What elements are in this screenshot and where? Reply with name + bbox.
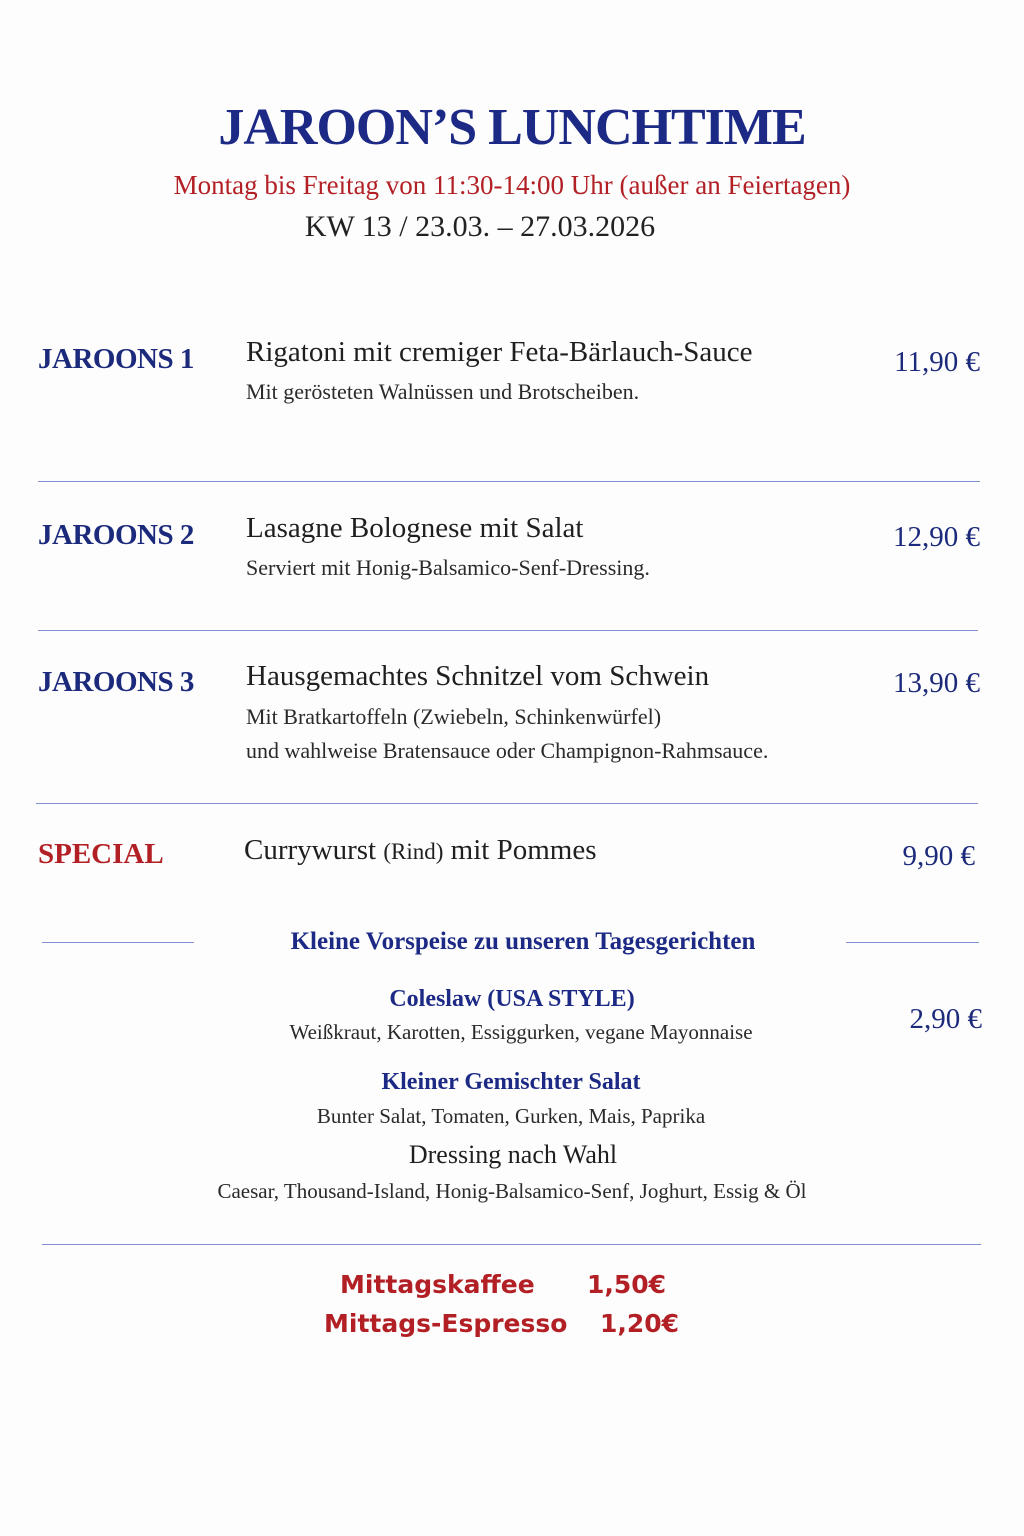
- item-price-2: 12,90 €: [893, 521, 980, 553]
- item-desc-3a: Mit Bratkartoffeln (Zwiebeln, Schinkenwürfel): [246, 704, 662, 729]
- special-name: [244, 834, 597, 867]
- item-desc-1: Mit gerösteten Walnüssen und Brotscheiben.: [246, 379, 640, 404]
- coffee-price-2: 1,20€: [600, 1309, 680, 1338]
- special-label: SPECIAL: [38, 838, 164, 870]
- item-name-2: Lasagne Bolognese mit Salat: [246, 512, 584, 544]
- item-name-3: Hausgemachtes Schnitzel vom Schwein: [246, 660, 710, 692]
- opening-hours: Montag bis Freitag von 11:30-14:00 Uhr (außer an Feiertagen): [173, 170, 851, 200]
- divider: [42, 1244, 981, 1245]
- special-price: 9,90 €: [902, 840, 975, 872]
- salad-desc: Bunter Salat, Tomaten, Gurken, Mais, Paprika: [316, 1104, 706, 1128]
- coffee-name-1: Mittagskaffee: [340, 1270, 535, 1299]
- item-desc-3b: und wahlweise Bratensauce oder Champignon-Rahmsauce.: [246, 738, 769, 763]
- divider: [38, 630, 978, 631]
- calendar-week: KW 13 / 23.03. – 27.03.2026: [304, 210, 656, 243]
- salad-name: Kleiner Gemischter Salat: [381, 1069, 641, 1095]
- item-label-1: JAROONS 1: [38, 343, 194, 375]
- starters-price: 2,90 €: [909, 1003, 982, 1035]
- item-label-2: JAROONS 2: [38, 519, 194, 551]
- coleslaw-desc: Weißkraut, Karotten, Essiggurken, vegane Mayonnaise: [289, 1020, 753, 1044]
- special-name-main: Currywurst: [244, 834, 377, 866]
- item-name-1: Rigatoni mit cremiger Feta-Bärlauch-Sauce: [246, 336, 753, 368]
- item-price-3: 13,90 €: [893, 667, 980, 699]
- item-desc-2: Serviert mit Honig-Balsamico-Senf-Dressing.: [246, 555, 650, 580]
- divider: [36, 803, 978, 804]
- divider: [38, 481, 980, 482]
- dressing-title: Dressing nach Wahl: [408, 1140, 618, 1169]
- coleslaw-name: Coleslaw (USA STYLE): [389, 986, 635, 1012]
- item-price-1: 11,90 €: [894, 346, 980, 378]
- starters-heading: Kleine Vorspeise zu unseren Tagesgerichten: [290, 928, 756, 955]
- divider: [846, 942, 979, 943]
- dressing-list: Caesar, Thousand-Island, Honig-Balsamico-Senf, Joghurt, Essig & Öl: [217, 1179, 807, 1203]
- special-name-note: (Rind): [383, 839, 444, 864]
- special-name-side: Pommes: [496, 834, 597, 866]
- page-title: JAROON’S LUNCHTIME: [218, 99, 806, 156]
- coffee-name-2: Mittags-Espresso: [324, 1309, 568, 1338]
- coffee-price-1: 1,50€: [587, 1270, 667, 1299]
- special-name-with: mit: [450, 834, 490, 866]
- item-label-3: JAROONS 3: [38, 666, 194, 698]
